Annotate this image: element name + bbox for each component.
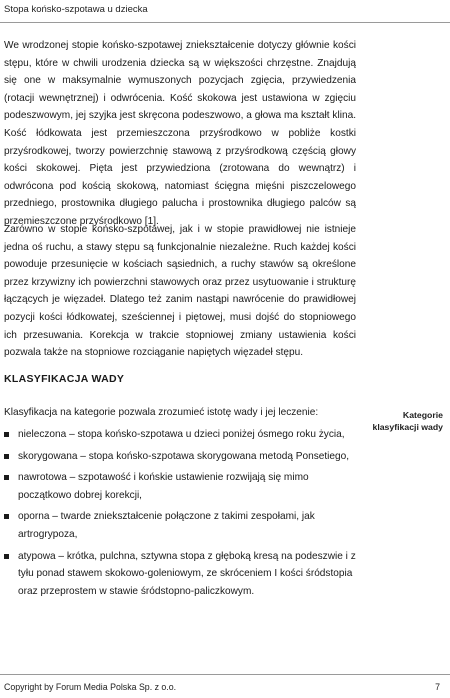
margin-note-line-2: klasyfikacji wady — [372, 422, 443, 432]
page-footer — [0, 674, 450, 698]
body-paragraph-2: Zarówno w stopie końsko-szpotawej, jak i w stopie prawidłowej nie istnieje jedna oś ruchu, a stawy stępu są funkcjonalnie niezależne. Ruch każdej kości powoduje przesunięcie w kościach sąsiednich, a ruchy stawów są określone przez krzywizny ich powierzchni stawowych oraz przez usytuowanie i strukturę łączących je więzadeł. Dlatego też zanim nastąpi nawrócenie do prawidłowej pozycji kości łódkowatej, sześciennej i piętowej, musi dojść do stopniowego ich przesuwania. Korekcja w trakcie stopniowej zmiany ustawienia kości pozwala także na stopniowe rozciąganie napiętych więzadeł stępu. — [4, 224, 356, 359]
list-item — [4, 448, 364, 466]
list-item-text: oporna – twarde zniekształcenie połączone z takimi zespołami, jak artrogrypoza, — [18, 511, 315, 540]
classification-list — [4, 426, 364, 604]
body-paragraph-1: We wrodzonej stopie końsko-szpotawej zniekształcenie dotyczy głównie kości stępu, które w chwili urodzenia dziecka są w większości chrzęstne. Znajdują się one w maksymalnie wymuszonych pozycjach zgięcia, przywiedzenia (rotacji wewnętrznej) i odwrócenia. Kość skokowa jest ustawiona w zgięciu podeszwowym, jej szyjka jest skręcona podeszwowo, a głowa ma kształt klina. Kość łódkowata jest przemieszczona przyśrodkowo w pobliże kostki przyśrodkowej, tworzy powierzchnię stawową z przyśrodkową częścią głowy kości skokowej. Pięta jest przywiedziona (zrotowana do wewnątrz) i odwrócona pod kością skokową, natomiast ścięgna mięśni piszczelowego przedniego, prostownika długiego palucha i prostownika długiego palców są przemieszczone przyśrodkowo [1]. — [4, 40, 356, 227]
bullet-square-icon — [4, 514, 9, 519]
list-item — [4, 508, 364, 543]
list-item — [4, 548, 364, 601]
page-number: 7 — [435, 682, 440, 692]
list-item — [4, 426, 364, 444]
margin-note — [363, 409, 443, 433]
bullet-square-icon — [4, 454, 9, 459]
section-intro: Klasyfikacja na kategorie pozwala zrozumieć istotę wady i jej leczenie: — [4, 407, 319, 418]
list-item — [4, 469, 364, 504]
list-item-text: nieleczona – stopa końsko-szpotawa u dzieci poniżej ósmego roku życia, — [18, 429, 345, 440]
copyright-text: Copyright by Forum Media Polska Sp. z o.o. — [4, 682, 177, 692]
list-item-text: nawrotowa – szpotawość i końskie ustawienie rozwijają się mimo początkowo dobrej korekcji, — [18, 472, 309, 501]
running-title: Stopa końsko-szpotawa u dziecka — [4, 4, 148, 15]
section-heading: KLASYFIKACJA WADY — [4, 373, 125, 385]
bullet-square-icon — [4, 554, 9, 559]
bullet-square-icon — [4, 475, 9, 480]
bullet-square-icon — [4, 432, 9, 437]
margin-note-line-1: Kategorie — [402, 410, 443, 420]
list-item-text: atypowa – krótka, pulchna, sztywna stopa z głęboką kresą na podeszwie i z tyłu ponad stawem skokowo-goleniowym, ze skróceniem I kości śródstopia oraz przeprostem w stawie śródstopno-paliczkowym. — [18, 550, 356, 597]
page-header — [0, 0, 450, 23]
list-item-text: skorygowana – stopa końsko-szpotawa skorygowana metodą Ponsetiego, — [18, 450, 350, 462]
